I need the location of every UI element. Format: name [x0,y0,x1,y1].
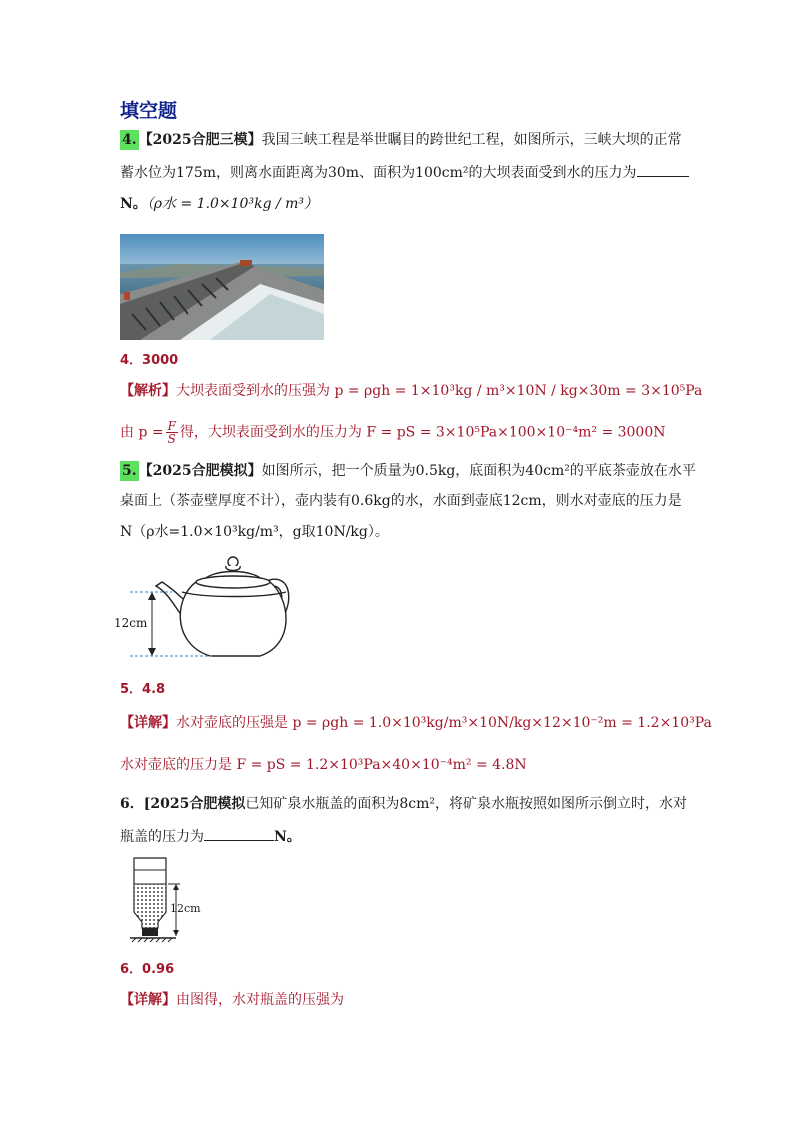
q5-line1 [120,461,696,481]
q4-analysis-line1 [120,381,702,401]
q6-detail-text1: 由图得，水对瓶盖的压强为 [176,992,344,1008]
q4-analysis-text1: 大坝表面受到水的压强为 p = ρgh = 1×10³kg / m³×10N / kg×30m = 3×10⁵Pa [176,383,703,399]
q4-tag: 【2025合肥三模】 [138,132,262,148]
q6-text1: 已知矿泉水瓶盖的面积为8cm²，将矿泉水瓶按照如图所示倒立时，水对 [245,796,687,812]
q5-text3: N（ρ水=1.0×10³kg/m³，g取10N/kg）。 [120,524,389,540]
q5-tag: 【2025合肥模拟】 [138,463,262,479]
q6-number: 6． [120,796,144,812]
q5-text2: 桌面上（茶壶壁厚度不计），壶内装有0.6kg的水，水面到壶底12cm，则水对壶底的压力是 [120,493,682,509]
q6-line1 [120,794,687,814]
q6-answer: 6．0.96 [120,962,175,977]
q6-detail-tag: 【详解】 [120,992,176,1008]
q4-line2 [120,162,689,183]
q5-detail-text2: 水对壶底的压力是 F = pS = 1.2×10³Pa×40×10⁻⁴m² = 4.8N [120,757,527,773]
q4-blank[interactable] [637,162,689,177]
q5-answer: 5．4.8 [120,682,166,697]
q4-line3 [120,194,318,214]
q5-figure-label: 12cm [114,616,148,630]
section-title: 填空题 [120,100,178,122]
q6-figure-label: 12cm [170,902,201,915]
q6-line2 [120,826,301,847]
teapot-figure [114,548,304,670]
q6-detail-line1 [120,990,344,1010]
q4-line1 [120,130,682,150]
q5-line3 [120,522,389,542]
q4-analysis-text2a: 由 p = [120,424,164,441]
q5-detail-tag: 【详解】 [120,715,176,731]
q4-fraction-num: F [167,419,176,433]
q4-analysis-tag: 【解析】 [120,383,176,399]
q5-detail-line1 [120,713,712,733]
q6-text2a: 瓶盖的压力为 [120,829,204,845]
bottle-figure [124,854,220,944]
q6-blank[interactable] [204,826,274,841]
q6-tag: [2025合肥模拟 [143,796,246,812]
q5-number: 5. [122,463,137,479]
q4-analysis-line2 [120,420,666,445]
q4-density: （ρ水 = 1.0×10³kg / m³） [146,196,319,212]
q4-fraction [166,420,178,445]
q4-text1: 我国三峡工程是举世瞩目的跨世纪工程，如图所示，三峡大坝的正常 [261,132,682,148]
q5-detail-line2 [120,755,527,775]
q4-analysis-text2b: 得，大坝表面受到水的压力为 F = pS = 3×10⁵Pa×100×10⁻⁴m² = 3000N [179,424,666,441]
q5-detail-text1: 水对壶底的压强是 p = ρgh = 1.0×10³kg/m³×10N/kg×12×10⁻²m = 1.2×10³Pa [176,715,712,731]
q4-answer: 4．3000 [120,353,179,368]
dam-photo [120,234,324,340]
q5-line2 [120,491,682,511]
q4-number: 4. [122,132,137,148]
q6-text2b: N。 [274,829,301,845]
q4-unit: N。 [120,196,147,212]
q4-fraction-den: S [167,432,176,446]
q4-text2: 蓄水位为175m，则离水面距离为30m、面积为100cm²的大坝表面受到水的压力为 [120,165,637,181]
q5-text1: 如图所示，把一个质量为0.5kg，底面积为40cm²的平底茶壶放在水平 [261,463,696,479]
